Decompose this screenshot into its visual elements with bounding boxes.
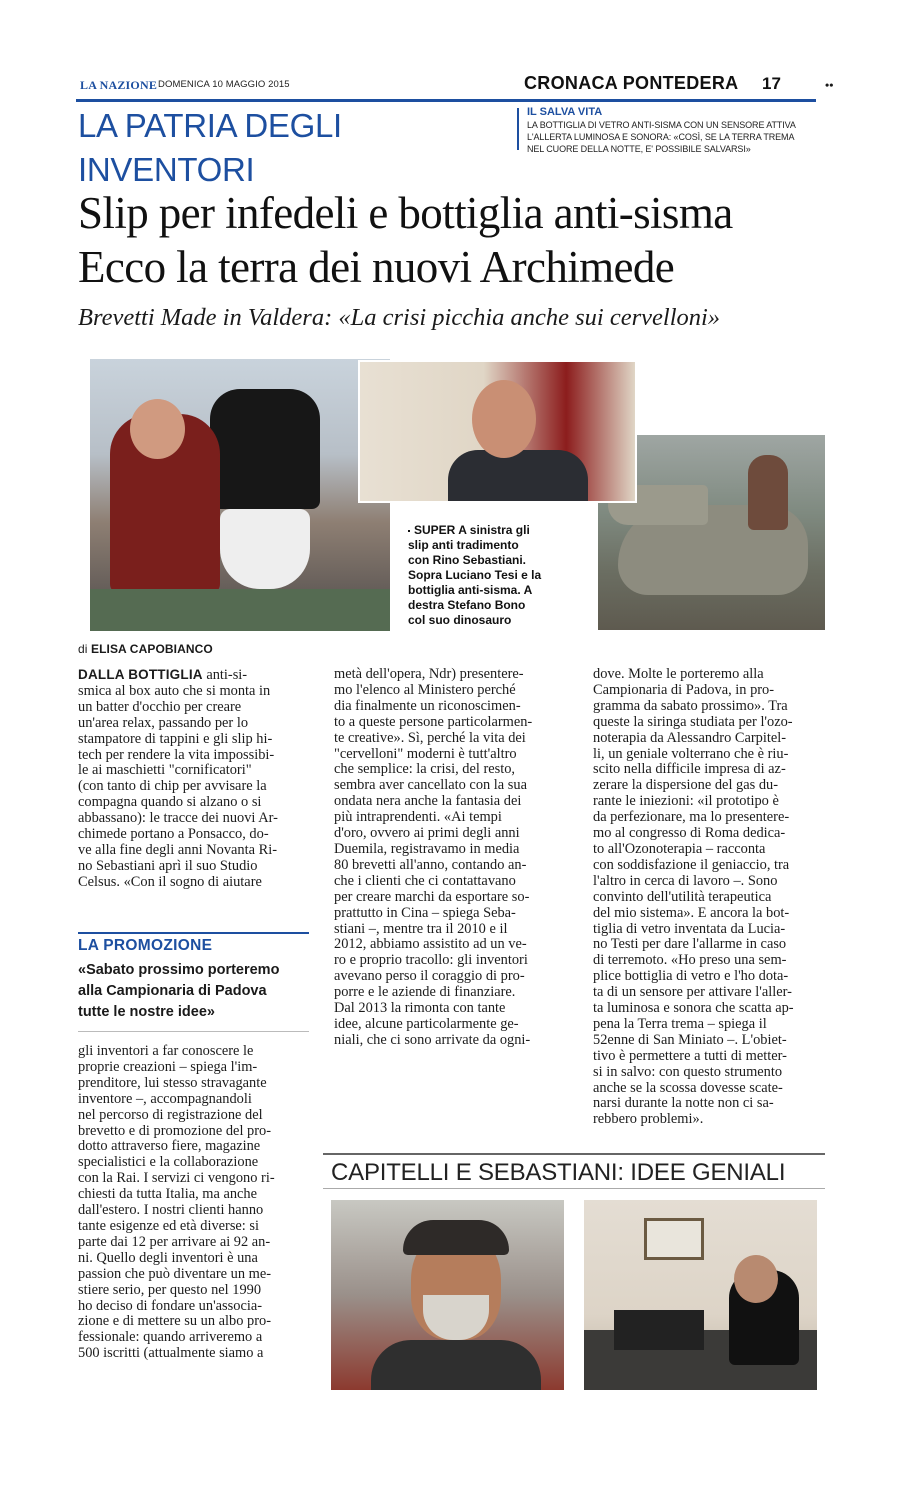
byline-author: ELISA CAPOBIANCO (90, 642, 213, 656)
wall-frame-shape (644, 1218, 704, 1260)
headline-line: Slip per infedeli e bottiglia anti-sisma (78, 188, 733, 238)
article-line: abbassano): le tracce dei nuovi Ar- (78, 810, 278, 827)
article-line: mo l'elenco al Ministero perché (334, 681, 516, 698)
article-line: pena la Terra trema – spiega il (593, 1015, 767, 1032)
article-line: parte dai 12 per arrivare ai 92 an- (78, 1233, 271, 1250)
article-line: queste la siringa studiata per l'ozo- (593, 713, 793, 730)
photo-caption (408, 521, 596, 631)
article-line: (con tanto di chip per avvisare la (78, 778, 267, 795)
article-line: un batter d'occhio per creare (78, 698, 242, 715)
article-line: specialistici e la collaborazione (78, 1154, 259, 1171)
caption-lead: SUPER (414, 523, 456, 537)
article-line: convinto dell'utilità terapeutica (593, 888, 772, 905)
salva-vita-line: NEL CUORE DELLA NOTTE, E' POSSIBILE SALVARSI» (527, 144, 751, 154)
article-line: Duemila, registravamo in media (334, 840, 520, 857)
head-shape (130, 399, 185, 459)
article-line: dia finalmente un riconoscimen- (334, 697, 521, 714)
masthead (80, 73, 840, 96)
article-line: proprie creazioni – spiega l'im- (78, 1058, 258, 1075)
article-line: passion che può diventare un me- (78, 1265, 272, 1282)
caption-line: con Rino Sebastiani. (408, 553, 527, 567)
bullet-icon (408, 530, 410, 532)
article-column-3 (593, 667, 823, 1128)
byline-prefix: di (78, 642, 88, 656)
article-line: dall'estero. I nostri clienti hanno (78, 1202, 264, 1219)
article-line: più intraprendenti. «Ai tempi (334, 809, 502, 826)
article-line: tiglia di vetro inventata da Lucia- (593, 920, 786, 937)
article-line: dove. Molte le porteremo alla (593, 666, 764, 682)
article-line: rante le iniezioni: «il prototipo è (593, 793, 779, 810)
article-line: 500 iscritti (attualmente siamo a (78, 1345, 264, 1362)
article-line: Campionaria di Padova, in pro- (593, 681, 775, 698)
article-line: noterapia da Alessandro Carpitel- (593, 729, 787, 746)
article-line: no Sebastiani aprì il suo Studio (78, 857, 258, 874)
salva-vita-line: LA BOTTIGLIA DI VETRO ANTI-SISMA CON UN SENSORE ATTIVA (527, 120, 796, 130)
photo-sebastiani (584, 1200, 817, 1390)
caption-line: Sopra Luciano Tesi e la (408, 568, 542, 582)
article-column-2 (334, 667, 567, 1049)
salva-vita-note (527, 106, 827, 156)
article-line: to a queste persone particolarmen- (334, 713, 533, 730)
article-line: stiani –, mentre tra il 2010 e il (334, 920, 508, 937)
article-line: l'altro in cerca di lavoro –. Sono (593, 872, 778, 889)
article-line: 52enne di San Miniato –. L'obiet- (593, 1031, 787, 1048)
article-line: metà dell'opera, Ndr) presentere- (334, 666, 524, 682)
article-line: d'oro, ovvero ai primi degli anni (334, 825, 520, 842)
article-line: nel percorso di registrazione del (78, 1106, 263, 1123)
article-line: ho deciso di fondare un'associa- (78, 1297, 263, 1314)
article-line: chiesti da tutta Italia, ma anche (78, 1186, 258, 1203)
article-line: plice bottiglia di vetro e l'ho dota- (593, 968, 789, 985)
page-number: 17 (762, 74, 781, 93)
article-line: anti-si- (202, 667, 248, 683)
lead-in: DALLA BOTTIGLIA (78, 667, 203, 682)
caption-line: A sinistra gli (458, 523, 530, 537)
head-shape (734, 1255, 778, 1303)
article-line: Dal 2013 la rimonta con tante (334, 1000, 506, 1017)
article-line: da perfezionare, ma lo presentere- (593, 809, 790, 826)
article-line: sembra aver cancellato con la sua (334, 777, 527, 794)
article-line: "cervelloni" moderni è tutt'altro (334, 745, 517, 762)
article-line: si in salvo: con questo strumento (593, 1063, 783, 1080)
caption-line: slip anti tradimento (408, 538, 519, 552)
pull-quote-label: LA PROMOZIONE (78, 937, 213, 954)
caption-line: bottiglia anti-sisma. A (408, 583, 533, 597)
article-line: ta di un sensore per attivare l'aller- (593, 984, 792, 1001)
article-line: brevetto e di promozione del pro- (78, 1122, 272, 1139)
article-line: ondata nera anche la fantasia dei (334, 793, 522, 810)
section-kicker: LA PATRIA DEGLI INVENTORI (78, 107, 342, 188)
pull-quote-line: tutte le nostre idee» (78, 1004, 215, 1020)
article-line: gli inventori a far conoscere le (78, 1043, 254, 1059)
box-title: CAPITELLI E SEBASTIANI: IDEE GENIALI (331, 1159, 786, 1186)
issue-date: DOMENICA 10 MAGGIO 2015 (158, 79, 290, 90)
photo-luciano-tesi (358, 360, 637, 503)
caption-line: col suo dinosauro (408, 613, 512, 627)
byline (78, 642, 213, 656)
article-line: gramma da sabato prossimo». Tra (593, 697, 788, 714)
article-line: zione e di mettere su un albo pro- (78, 1313, 272, 1330)
cap-shape (403, 1220, 509, 1255)
article-line: niali, che ci sono arrivate da ogni- (334, 1031, 531, 1048)
pull-quote-bottom-rule (78, 1031, 309, 1032)
article-line: rebbero problemi». (593, 1111, 704, 1128)
head-shape (472, 380, 536, 458)
article-line: un'area relax, passando per lo (78, 714, 249, 731)
article-line: ta luminosa e sonora che scatta ap- (593, 1000, 794, 1017)
article-line: chimede portano a Ponsacco, do- (78, 826, 269, 843)
subheadline: Brevetti Made in Valdera: «La crisi picchia anche sui cervelloni» (78, 304, 721, 331)
article-line: prattutto in Cina – spiega Seba- (334, 904, 516, 921)
box-title-rule (323, 1188, 825, 1189)
article-line: con la Rai. I servizi ci vengono ri- (78, 1170, 275, 1187)
article-line: fessionale: quando arriveremo a (78, 1329, 263, 1346)
kicker-separator (517, 108, 519, 150)
ground-shape (90, 589, 390, 631)
article-line: di terremoto. «Ho preso una sem- (593, 952, 787, 969)
article-line: del mio sistema». E ancora la bot- (593, 904, 790, 921)
shirt-shape (371, 1340, 541, 1390)
article-line: ni. Quello degli inventori è una (78, 1249, 258, 1266)
article-line: smica al box auto che si monta in (78, 682, 271, 699)
page-dots: •• (825, 78, 834, 92)
article-line: idee, alcune particolarmente ge- (334, 1015, 519, 1032)
article-line: che i clienti che ci contattavano (334, 872, 516, 889)
article-line: te creative». Sì, perché la vita dei (334, 729, 526, 746)
tshirt-shape (210, 389, 320, 509)
article-line: tivo è permettere a tutti di metter- (593, 1047, 787, 1064)
article-line: scito nella difficile impresa di az- (593, 761, 786, 778)
article-line: li, un geniale volterrano che è riu- (593, 745, 789, 762)
headline-line: Ecco la terra dei nuovi Archimede (78, 242, 675, 292)
article-line: 2012, abbiamo assistito ad un ve- (334, 936, 527, 953)
article-line: tech per rendere la vita impossibi- (78, 746, 275, 763)
article-line: inventore –, accompagnandoli (78, 1090, 252, 1107)
suit-shape (448, 450, 588, 503)
article-line: ve alla fine degli anni Novanta Ri- (78, 841, 278, 858)
laptop-shape (614, 1310, 704, 1350)
salva-vita-label: IL SALVA VITA (527, 106, 603, 118)
pull-quote (78, 960, 309, 1023)
box-top-rule (323, 1153, 825, 1155)
article-line: Celsus. «Con il sogno di aiutare (78, 873, 262, 890)
article-line: no Testi per dare l'allarme in caso (593, 936, 787, 953)
caption-line: destra Stefano Bono (408, 598, 526, 612)
article-line: porre e le aziende di finanziare. (334, 984, 516, 1001)
pull-quote-line: «Sabato prossimo porteremo (78, 962, 280, 978)
article-line: avevano perso il coraggio di pro- (334, 968, 525, 985)
article-column-1-bottom (78, 1044, 309, 1362)
article-line: compagna quando si alzano o si (78, 794, 262, 811)
headline (78, 186, 838, 294)
masthead-rule (76, 99, 816, 102)
article-line: dotto attraverso fiere, magazine (78, 1138, 261, 1155)
article-line: per creare marchi da esportare so- (334, 888, 530, 905)
article-line: stampatore di tappini e gli slip hi- (78, 730, 273, 747)
rider-shape (748, 455, 788, 530)
article-column-1-top (78, 667, 309, 891)
article-line: ro e proprio tracollo: gli inventori (334, 952, 528, 969)
article-line: che semplice: la crisi, del resto, (334, 761, 516, 778)
article-line: narsi durante la notte non ci sa- (593, 1095, 774, 1112)
article-line: le ai maschietti "cornificatori" (78, 762, 252, 779)
article-line: mo al congresso di Roma dedica- (593, 825, 786, 842)
article-line: 80 brevetti all'anno, contando an- (334, 856, 527, 873)
article-line: to all'Ozonoterapia – racconta (593, 840, 766, 857)
article-line: zerare la dispersione del gas du- (593, 777, 778, 794)
section-name: CRONACA PONTEDERA (524, 73, 739, 93)
newspaper-name: LA NAZIONE (80, 78, 158, 92)
brief-shape (220, 509, 310, 589)
pull-quote-line: alla Campionaria di Padova (78, 983, 267, 999)
salva-vita-line: L'ALLERTA LUMINOSA E SONORA: «COSÌ, SE LA TERRA TREMA (527, 132, 795, 142)
photo-capitelli (331, 1200, 564, 1390)
article-line: stiere serio, per questo nel 1990 (78, 1281, 262, 1298)
article-line: con soddisfazione il geniaccio, tra (593, 856, 790, 873)
photo-slip-mannequin (90, 359, 390, 631)
article-line: prenditore, lui stesso stravagante (78, 1074, 267, 1091)
article-line: tante esigenze ed età diverse: si (78, 1217, 260, 1234)
article-line: anche se la scossa dovesse scate- (593, 1079, 783, 1096)
pull-quote-rule (78, 932, 309, 934)
